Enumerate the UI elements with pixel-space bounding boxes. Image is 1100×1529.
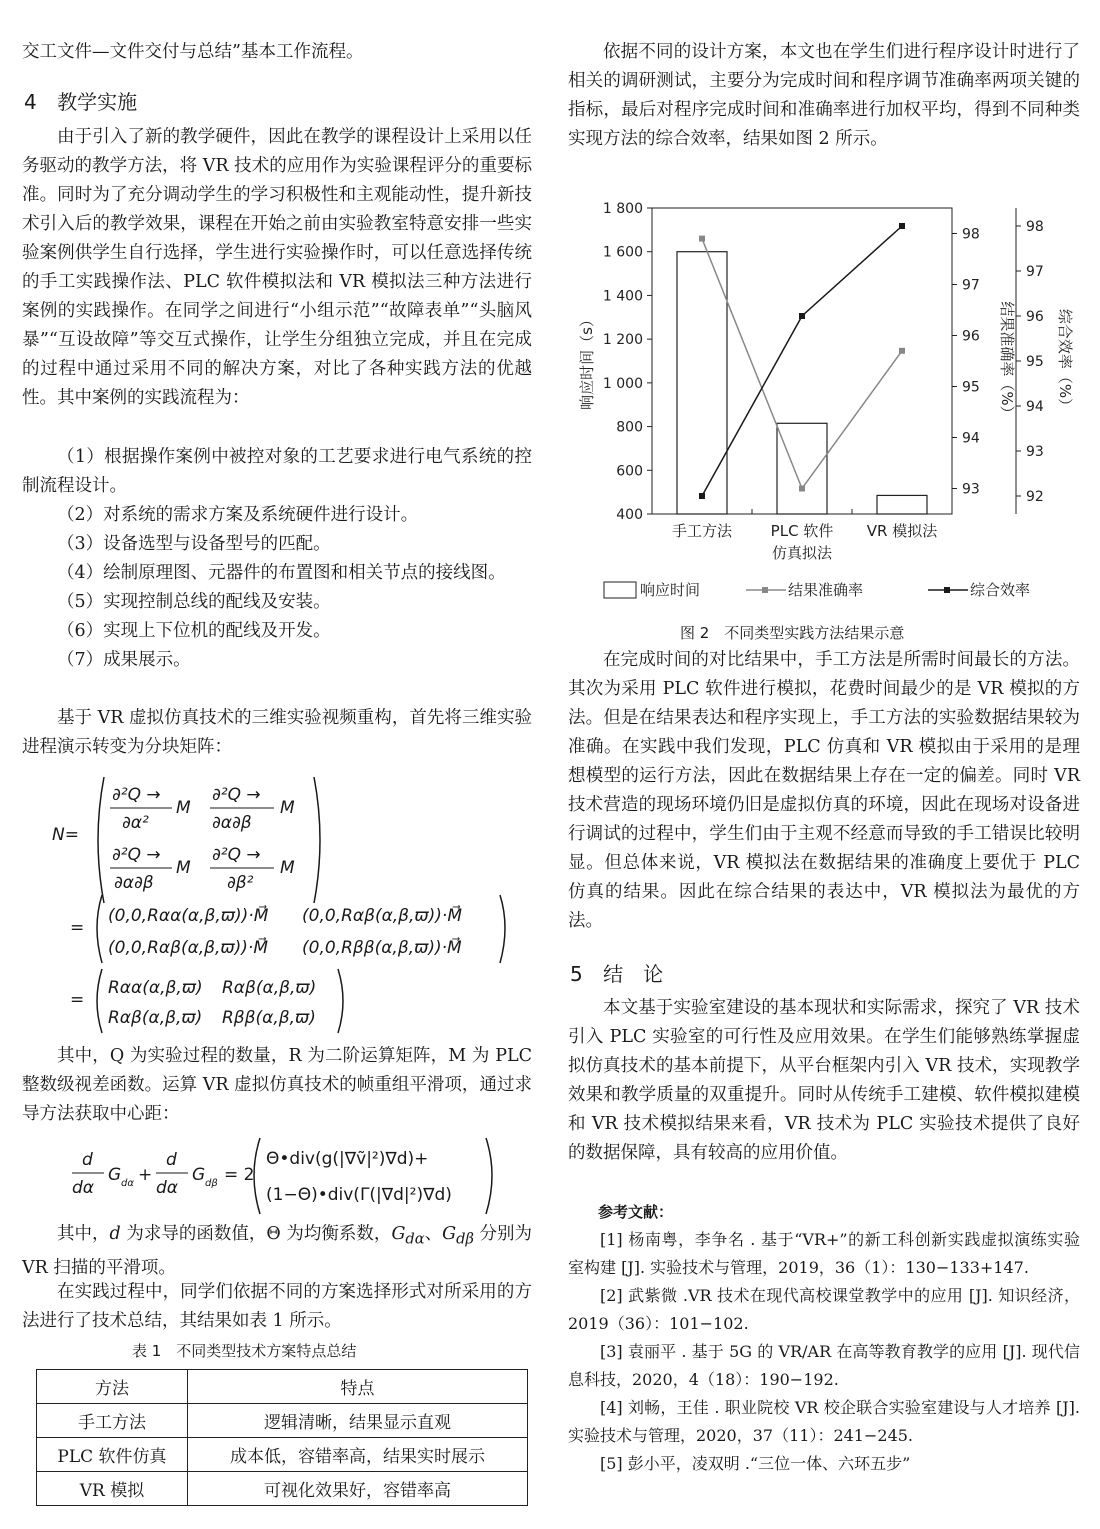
category-label: 手工方法 <box>671 522 733 540</box>
reference-item: [2] 武紫微 .VR 技术在现代高校课堂教学中的应用 [J]. 知识经济，2019（36）：101−102. <box>568 1286 1080 1333</box>
y2-axis-title: 结果准确率（%） <box>998 301 1016 421</box>
table-row <box>37 1404 528 1438</box>
tick-label-y3: 92 <box>1026 489 1044 505</box>
svg-text:dα: dα <box>72 1178 94 1198</box>
tick-label-y2: 95 <box>962 379 980 396</box>
table-row <box>37 1472 528 1506</box>
tick-label-y3: 95 <box>1026 354 1044 370</box>
svg-text:M: M <box>176 798 191 818</box>
svg-text:M: M <box>280 858 295 878</box>
svg-text:∂²Q →: ∂²Q → <box>212 845 261 865</box>
bar-response-time <box>777 423 827 514</box>
references <box>568 1198 1080 1478</box>
tick-label-y: 1 600 <box>602 244 643 261</box>
legend-swatch-marker <box>944 587 950 593</box>
tick-label-y3: 94 <box>1026 399 1044 415</box>
list-item: （5）实现控制总线的配线及安装。 <box>57 592 331 612</box>
section-5-heading <box>570 958 663 987</box>
svg-text:∂²Q →: ∂²Q → <box>212 785 261 805</box>
references-title: 参考文献： <box>598 1203 674 1221</box>
paragraph: 其中，Q 为实验过程的数量，R 为二阶运算矩阵，M 为 PLC 整数级视差函数。运算 VR 虚拟仿真技术的帧重组平滑项，通过求导方法获取中心距： <box>22 1046 532 1124</box>
svg-text:=: = <box>70 990 85 1010</box>
list-item: （2）对系统的需求方案及系统硬件进行设计。 <box>57 505 419 525</box>
tick-label-y: 400 <box>616 507 643 523</box>
paragraph-continued: 交工文件—文件交付与总结”基本工作流程。 <box>22 42 364 62</box>
paragraph: 在完成时间的对比结果中，手工方法是所需时间最长的方法。其次为采用 PLC 软件进行模拟，花费时间最少的是 VR 模拟的方法。但是在结果表达和程序实现上，手工方法的实验数据结果较为准确。在实践中我们发现，PLC 仿真和 VR 模拟由于采用的是理想模型的运行方法，因此在数据结果上存在一定的偏差。同时 VR 技术营造的现场环境仍旧是虚拟仿真的环境，因此在现场对设备进行调试的过程中，学生们由于主观不经意而导致的手工错误比较明显。但总体来说，VR 模拟法在数据结果的准确度上要优于 PLC 仿真的结果。因此在综合结果的表达中，VR 模拟法为最优的方法。 <box>568 650 1080 931</box>
line-efficiency-point <box>899 223 905 229</box>
table-cell: 成本低，容错率高，结果实时展示 <box>188 1438 528 1472</box>
table-cell: 可视化效果好，容错率高 <box>188 1472 528 1506</box>
tick-label-y2: 94 <box>962 430 980 447</box>
table-cell: 手工方法 <box>37 1404 188 1438</box>
table-row <box>37 1438 528 1472</box>
tick-label-y: 1 800 <box>602 201 643 217</box>
table-header-row <box>37 1370 528 1404</box>
tick-label-y2: 98 <box>962 226 980 243</box>
svg-text:N=: N= <box>52 825 79 845</box>
list-item: （3）设备选型与设备型号的匹配。 <box>57 534 331 554</box>
tick-label-y3: 97 <box>1026 264 1044 280</box>
table-cell: PLC 软件仿真 <box>37 1438 188 1472</box>
section-title: 结 论 <box>603 962 664 986</box>
tick-label-y: 800 <box>616 419 643 436</box>
svg-text:d: d <box>82 1150 93 1170</box>
legend-label: 响应时间 <box>640 581 701 599</box>
tick-label-y2: 97 <box>962 277 980 294</box>
tick-label-y3: 93 <box>1026 444 1044 460</box>
category-label: VR 模拟法 <box>866 522 938 540</box>
line-efficiency-point <box>699 493 705 499</box>
tick-label-y: 1 200 <box>602 332 643 349</box>
tick-label-y: 1 400 <box>602 288 643 305</box>
line-accuracy-point <box>899 348 905 354</box>
svg-text:=: = <box>70 918 85 938</box>
tick-label-y3: 96 <box>1026 309 1044 325</box>
paragraph: 由于引入了新的教学硬件，因此在教学的课程设计上采用以任务驱动的教学方法，将 VR 技术的应用作为实验课程评分的重要标准。同时为了充分调动学生的学习积极性和主观能动性，提升新技术引入后的教学效果，课程在开始之前由实验教室特意安排一些实验案例供学生自行选择，学生进行实验操作时，可以任意选择传统的手工实践操作法、PLC 软件模拟法和 VR 模拟法三种方法进行案例的实践操作。在同学之间进行“小组示范”“故障表单”“头脑风暴”“互设故障”等交互式操作，让学生分组独立完成，并且在完成的过程中通过采用不同的解决方案，对比了各种实践方法的优越性。其中案例的实践流程为： <box>22 127 532 408</box>
section-number: 4 <box>24 90 37 114</box>
svg-text:Rαβ(α,β,ϖ): Rαβ(α,β,ϖ) <box>108 1008 203 1028</box>
tick-label-y2: 93 <box>962 481 980 498</box>
svg-text:(1−Θ)•div(Γ(|∇d|²)∇d): (1−Θ)•div(Γ(|∇d|²)∇d) <box>266 1185 452 1205</box>
y-axis-title: 响应时间（s） <box>578 312 596 410</box>
legend-swatch-bar <box>604 582 636 598</box>
svg-text:∂²Q →: ∂²Q → <box>112 785 161 805</box>
paragraph: 在实践过程中，同学们依据不同的方案选择形式对所采用的方法进行了技术总结，其结果如表 1 所示。 <box>22 1282 532 1331</box>
table-cell: 逻辑清晰，结果显示直观 <box>188 1404 528 1438</box>
svg-text:M: M <box>176 858 191 878</box>
section-title: 教学实施 <box>57 90 138 114</box>
paragraph: 基于 VR 虚拟仿真技术的三维实验视频重构，首先将三维实验进程演示转变为分块矩阵： <box>22 708 532 757</box>
svg-text:∂β²: ∂β² <box>227 873 254 893</box>
svg-text:Rαβ(α,β,ϖ): Rαβ(α,β,ϖ) <box>222 978 317 998</box>
svg-text:Rββ(α,β,ϖ): Rββ(α,β,ϖ) <box>222 1008 316 1028</box>
svg-text:Rαα(α,β,ϖ): Rαα(α,β,ϖ) <box>108 978 203 998</box>
column-header: 特点 <box>188 1370 528 1404</box>
svg-text:∂α²: ∂α² <box>122 813 149 833</box>
summary-table <box>36 1369 528 1506</box>
tick-label-y2: 96 <box>962 328 980 345</box>
table-caption: 表 1 不同类型技术方案特点总结 <box>132 1342 357 1360</box>
svg-text:(0,0,Rαβ(α,β,ϖ))·M⃗: (0,0,Rαβ(α,β,ϖ))·M⃗ <box>302 906 463 926</box>
derivative-equation <box>70 1130 510 1220</box>
reference-item: [5] 彭小平，凌双明 .“三位一体、六环五步” <box>600 1454 911 1473</box>
bar-response-time <box>677 252 727 514</box>
svg-text:(0,0,Rββ(α,β,ϖ))·M⃗: (0,0,Rββ(α,β,ϖ))·M⃗ <box>302 938 462 958</box>
category-label: PLC 软件 <box>770 522 834 540</box>
paragraph: 其中，d 为求导的函数值，Θ 为均衡系数，$G_{d\alpha}$、$G_{d\beta}$ 分别为 VR 扫描的平滑项。 <box>22 1224 532 1278</box>
svg-text:∂α∂β: ∂α∂β <box>212 813 252 833</box>
matrix-equation <box>52 765 532 1035</box>
reference-item: [3] 袁丽平 . 基于 5G 的 VR/AR 在高等教育教学的应用 [J]. 现代信息科技，2020，4（18）：190−192. <box>568 1342 1080 1389</box>
table-cell: VR 模拟 <box>37 1472 188 1506</box>
svg-text:= 2: = 2 <box>224 1165 255 1185</box>
svg-text:dα: dα <box>156 1178 178 1198</box>
legend-label: 结果准确率 <box>788 581 864 599</box>
reference-item: [1] 杨南粤，李争名 . 基于“VR+”的新工科创新实践虚拟演练实验室构建 [J]. 实验技术与管理，2019，36（1）：130−133+147. <box>568 1230 1080 1277</box>
legend-label: 综合效率 <box>970 581 1031 599</box>
figure-caption: 图 2 不同类型实践方法结果示意 <box>680 624 905 642</box>
svg-text:∂²Q →: ∂²Q → <box>112 845 161 865</box>
line-accuracy-point <box>799 486 805 492</box>
list-item: （1）根据操作案例中被控对象的工艺要求进行电气系统的控制流程设计。 <box>22 447 532 496</box>
column-header: 方法 <box>37 1370 188 1404</box>
step-list <box>22 443 532 675</box>
list-item: （7）成果展示。 <box>57 650 191 670</box>
section-4-heading <box>24 86 137 115</box>
list-item: （6）实现上下位机的配线及开发。 <box>57 621 331 641</box>
tick-label-y3: 98 <box>1026 219 1044 235</box>
svg-text:dα: dα <box>121 1178 134 1189</box>
section-number: 5 <box>570 962 583 986</box>
line-efficiency-point <box>799 313 805 319</box>
svg-text:∂α∂β: ∂α∂β <box>114 873 154 893</box>
svg-text:G: G <box>108 1165 122 1185</box>
legend-swatch-marker <box>762 587 768 593</box>
svg-text:dβ: dβ <box>205 1178 218 1189</box>
y3-axis-title: 综合效率（%） <box>1056 308 1074 414</box>
tick-label-y: 600 <box>616 463 643 480</box>
bar-response-time <box>877 495 927 514</box>
svg-text:(0,0,Rαβ(α,β,ϖ))·M⃗: (0,0,Rαβ(α,β,ϖ))·M⃗ <box>108 938 269 958</box>
paragraph: 本文基于实验室建设的基本现状和实际需求，探究了 VR 技术引入 PLC 实验室的可行性及应用效果。在学生们能够熟练掌握虚拟仿真技术的基本前提下，从平台框架内引入 VR 技术，实现教学效果和教学质量的双重提升。同时从传统手工建模、软件模拟建模和 VR 技术模拟结果来看，VR 技术为 PLC 实验技术提供了良好的数据保障，具有较高的应用价值。 <box>568 998 1080 1163</box>
figure-2-chart <box>568 196 1080 616</box>
svg-text:G: G <box>192 1165 206 1185</box>
line-accuracy-point <box>699 236 705 242</box>
svg-text:Θ•div(g(|∇ṽ|²)∇d)+: Θ•div(g(|∇ṽ|²)∇d)+ <box>266 1149 429 1169</box>
svg-text:M: M <box>280 798 295 818</box>
tick-label-y: 1 000 <box>602 375 643 392</box>
svg-text:d: d <box>166 1150 177 1170</box>
list-item: （4）绘制原理图、元器件的布置图和相关节点的接线图。 <box>57 563 506 583</box>
svg-text:+: + <box>138 1165 153 1185</box>
reference-item: [4] 刘畅，王佳 . 职业院校 VR 校企联合实验室建设与人才培养 [J]. 实验技术与管理，2020，37（11）：241−245. <box>568 1398 1080 1445</box>
category-label: 仿真拟法 <box>771 544 833 562</box>
svg-text:(0,0,Rαα(α,β,ϖ))·M⃗: (0,0,Rαα(α,β,ϖ))·M⃗ <box>108 906 269 926</box>
paragraph: 依据不同的设计方案，本文也在学生们进行程序设计时进行了相关的调研测试，主要分为完成时间和程序调节准确率两项关键的指标，最后对程序完成时间和准确率进行加权平均，得到不同种类实现方法的综合效率，结果如图 2 所示。 <box>568 42 1080 149</box>
